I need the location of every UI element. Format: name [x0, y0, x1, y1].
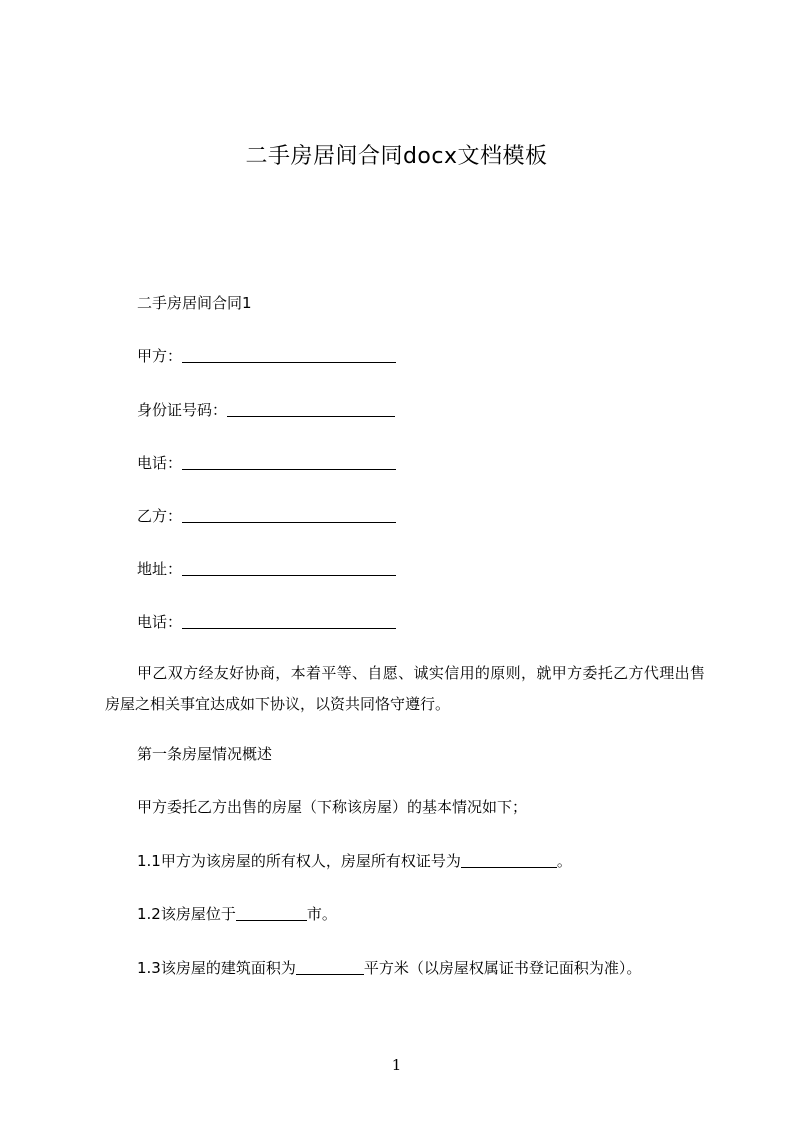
- party-a-blank: [182, 346, 396, 363]
- party-a-label: 甲方：: [137, 347, 183, 365]
- party-b-label: 乙方：: [137, 507, 183, 525]
- address-field: [137, 557, 396, 580]
- intro-paragraph: 甲乙双方经友好协商，本着平等、自愿、诚实信用的原则，就甲方委托乙方代理出售房屋之相关事宜达成如下协议，以资共同恪守遵行。: [105, 664, 705, 713]
- article1-intro: 甲方委托乙方出售的房屋（下称该房屋）的基本情况如下；: [137, 798, 528, 816]
- id-number-label: 身份证号码：: [137, 401, 228, 419]
- clause-1-2: [137, 902, 337, 925]
- id-number-field: [137, 398, 395, 421]
- area-blank: [296, 958, 364, 975]
- clause-1-3-end: 平方米（以房屋权属证书登记面积为准）。: [363, 959, 642, 977]
- party-b-blank: [182, 506, 396, 523]
- party-a-field: [137, 344, 396, 367]
- document-title: 二手房居间合同docx文档模板: [245, 144, 548, 169]
- clause-1-2-text: 1.2该房屋位于: [137, 905, 236, 923]
- certificate-number-blank: [461, 851, 557, 868]
- clause-1-1-text: 1.1甲方为该房屋的所有权人，房屋所有权证号为: [137, 852, 461, 870]
- party-b-field: [137, 504, 396, 527]
- phone-b-blank: [182, 612, 396, 629]
- phone-b-label: 电话：: [137, 613, 183, 631]
- address-blank: [182, 559, 396, 576]
- clause-1-3: [137, 956, 641, 979]
- id-number-blank: [227, 400, 395, 417]
- address-label: 地址：: [137, 560, 183, 578]
- page-number: 1: [391, 1056, 402, 1074]
- phone-a-field: [137, 451, 396, 474]
- city-blank: [236, 904, 307, 921]
- clause-1-1: [137, 849, 572, 872]
- phone-a-label: 电话：: [137, 454, 183, 472]
- clause-1-2-end: 市。: [306, 905, 337, 923]
- clause-1-3-text: 1.3该房屋的建筑面积为: [137, 959, 296, 977]
- phone-a-blank: [182, 453, 396, 470]
- article1-title: 第一条房屋情况概述: [137, 745, 273, 763]
- phone-b-field: [137, 610, 396, 633]
- clause-1-1-end: 。: [556, 852, 572, 870]
- contract-heading: 二手房居间合同1: [137, 294, 252, 312]
